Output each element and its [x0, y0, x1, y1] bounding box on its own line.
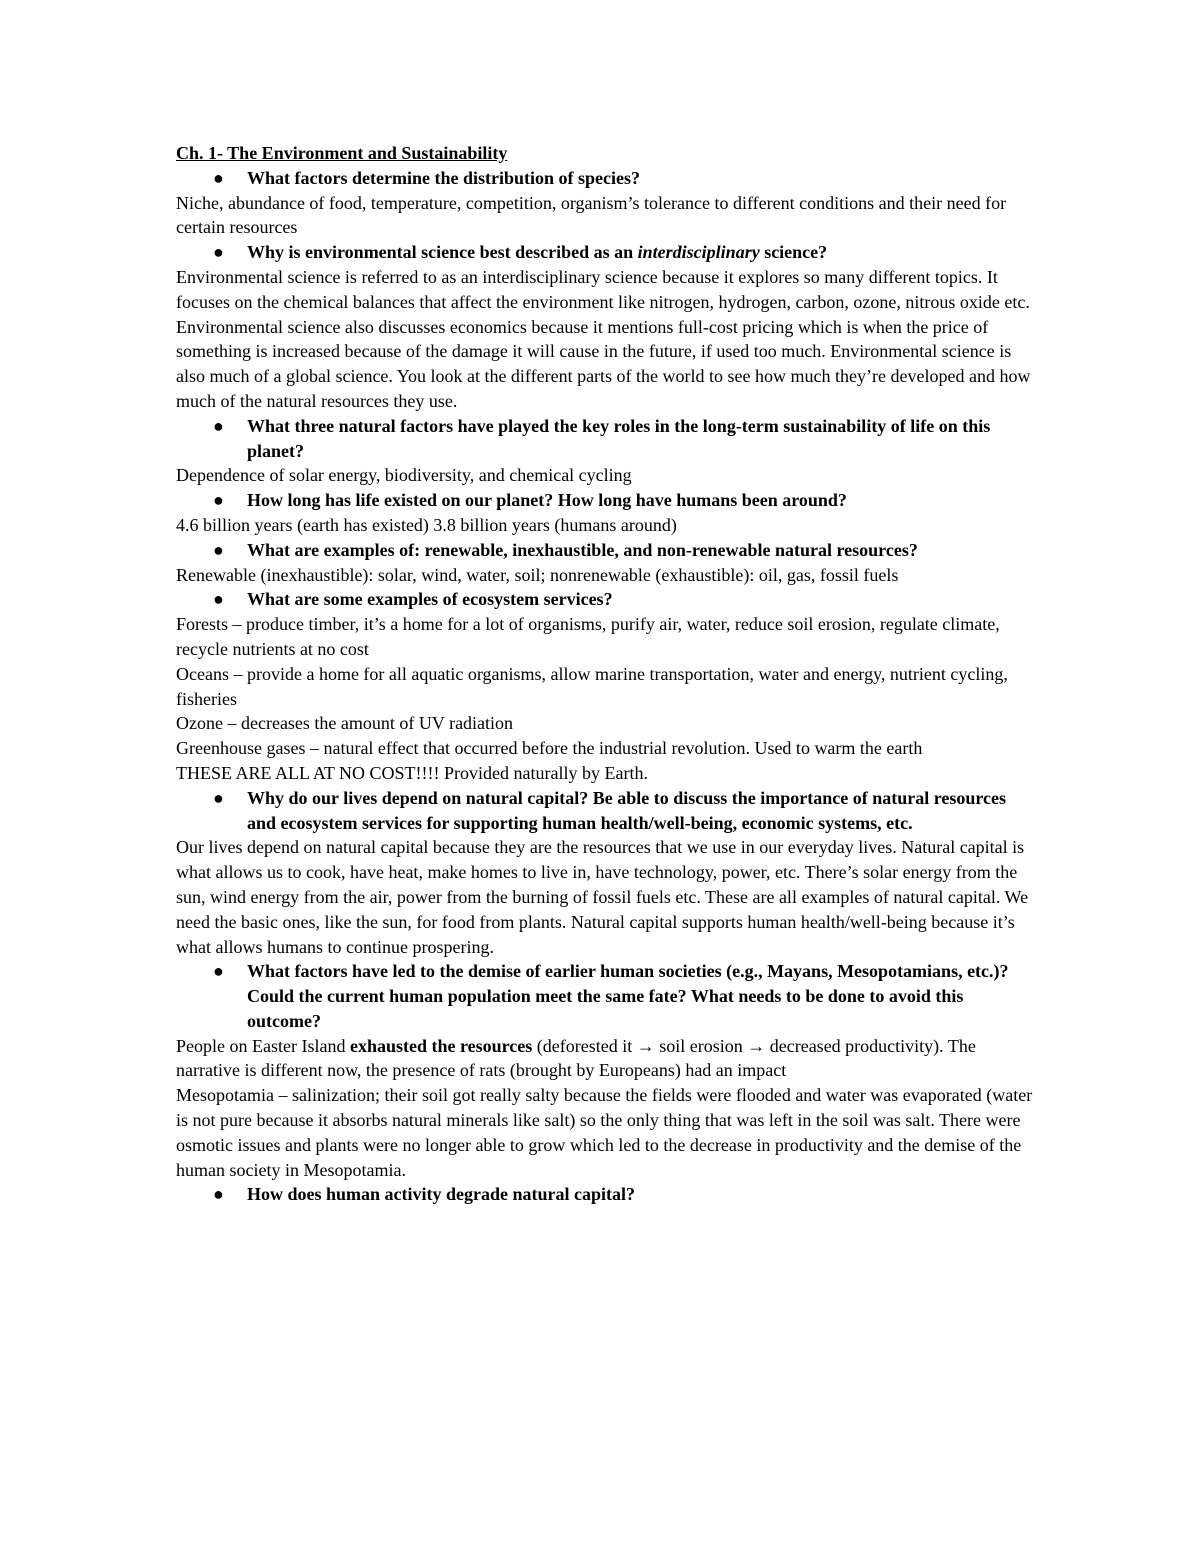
easter-pre: People on Easter Island	[176, 1035, 350, 1056]
question-text-post: science?	[759, 242, 828, 263]
answer-6-greenhouse: Greenhouse gases – natural effect that occurred before the industrial revolution. Used to warm the earth	[176, 738, 923, 759]
question-text: What factors determine the distribution of species?	[247, 167, 640, 188]
answer-6-ozone: Ozone – decreases the amount of UV radiation	[176, 713, 514, 734]
answer-3: Dependence of solar energy, biodiversity, and chemical cycling	[176, 465, 632, 486]
bullet-icon: ●	[213, 539, 224, 560]
answer-4: 4.6 billion years (earth has existed) 3.8 billion years (humans around)	[176, 514, 677, 535]
question-text: What factors have led to the demise of earlier human societies (e.g., Mayans, Mesopotamians, etc.)? Could the current human population meet the same fate? What needs to be done to avoid this outcome?	[247, 961, 1009, 1031]
bullet-icon: ●	[213, 490, 224, 511]
bullet-icon: ●	[213, 415, 224, 436]
question-7	[176, 786, 1038, 836]
question-text: How does human activity degrade natural capital?	[247, 1184, 636, 1205]
question-text: How long has life existed on our planet? How long have humans been around?	[247, 490, 847, 511]
document-page	[176, 141, 1038, 1207]
question-text: What are some examples of ecosystem services?	[247, 589, 613, 610]
question-5	[176, 538, 1038, 563]
question-2	[176, 240, 1038, 265]
answer-6-oceans: Oceans – provide a home for all aquatic organisms, allow marine transportation, water and energy, nutrient cycling, fisheries	[176, 663, 1008, 709]
bullet-icon: ●	[213, 167, 224, 188]
question-emphasis: interdisciplinary	[637, 242, 760, 263]
question-1	[176, 166, 1038, 191]
document-title: Ch. 1- The Environment and Sustainability	[176, 143, 508, 163]
answer-6-forests: Forests – produce timber, it’s a home for a lot of organisms, purify air, water, reduce soil erosion, regulate climate, recycle nutrients at no cost	[176, 614, 1000, 659]
answer-8-mesopotamia: Mesopotamia – salinization; their soil got really salty because the fields were flooded and water was evaporated (water is not pure because it absorbs natural minerals like salt) so the only thing that was left in the soil was salt. There were osmotic issues and plants were no longer able to grow which led to the decrease in productivity and the demise of the human society in Mesopotamia.	[176, 1085, 1033, 1180]
answer-5: Renewable (inexhaustible): solar, wind, water, soil; nonrenewable (exhaustible): oil, gas, fossil fuels	[176, 564, 899, 585]
question-text: What three natural factors have played the key roles in the long-term sustainability of life on this planet?	[247, 415, 991, 461]
bullet-icon: ●	[213, 589, 224, 610]
bullet-icon: ●	[213, 242, 224, 263]
answer-1: Niche, abundance of food, temperature, competition, organism’s tolerance to different conditions and their need for certain resources	[176, 192, 1007, 238]
answer-7: Our lives depend on natural capital because they are the resources that we use in our everyday lives. Natural capital is what allows us to cook, have heat, make homes to live in, have technology, power, etc. There’s solar energy from the sun, wind energy from the air, power from the burning of fossil fuels etc. These are all examples of natural capital. We need the basic ones, like the sun, for food from plants. Natural capital supports human health/well-being because it’s what allows humans to continue prospering.	[176, 837, 1029, 957]
answer-8-easter-island	[176, 1034, 1038, 1084]
bullet-icon: ●	[213, 1184, 224, 1205]
question-4	[176, 488, 1038, 513]
question-text: What are examples of: renewable, inexhaustible, and non-renewable natural resources?	[247, 539, 918, 560]
question-8	[176, 959, 1038, 1033]
question-3	[176, 414, 1038, 464]
answer-6-no-cost: THESE ARE ALL AT NO COST!!!! Provided naturally by Earth.	[176, 762, 648, 783]
bullet-icon: ●	[213, 787, 224, 808]
question-9	[176, 1182, 1038, 1207]
bullet-icon: ●	[213, 961, 224, 982]
question-text-pre: Why is environmental science best described as an	[247, 242, 638, 263]
answer-2: Environmental science is referred to as an interdisciplinary science because it explores so many different topics. It focuses on the chemical balances that affect the environment like nitrogen, hydrogen, carbon, ozone, nitrous oxide etc. Environmental science also discusses economics because it mentions full-cost pricing which is when the price of something is increased because of the damage it will cause in the future, if used too much. Environmental science is also much of a global science. You look at the different parts of the world to see how much they’re developed and how much of the natural resources they use.	[176, 266, 1031, 411]
easter-bold: exhausted the resources	[349, 1035, 533, 1056]
question-text: Why do our lives depend on natural capital? Be able to discuss the importance of natural resources and ecosystem services for supporting human health/well-being, economic systems, etc.	[247, 787, 1007, 833]
easter-post: (deforested it → soil erosion → decreased productivity). The narrative is different now, the presence of rats (brought by Europeans) had an impact	[176, 1035, 976, 1081]
question-6	[176, 587, 1038, 612]
